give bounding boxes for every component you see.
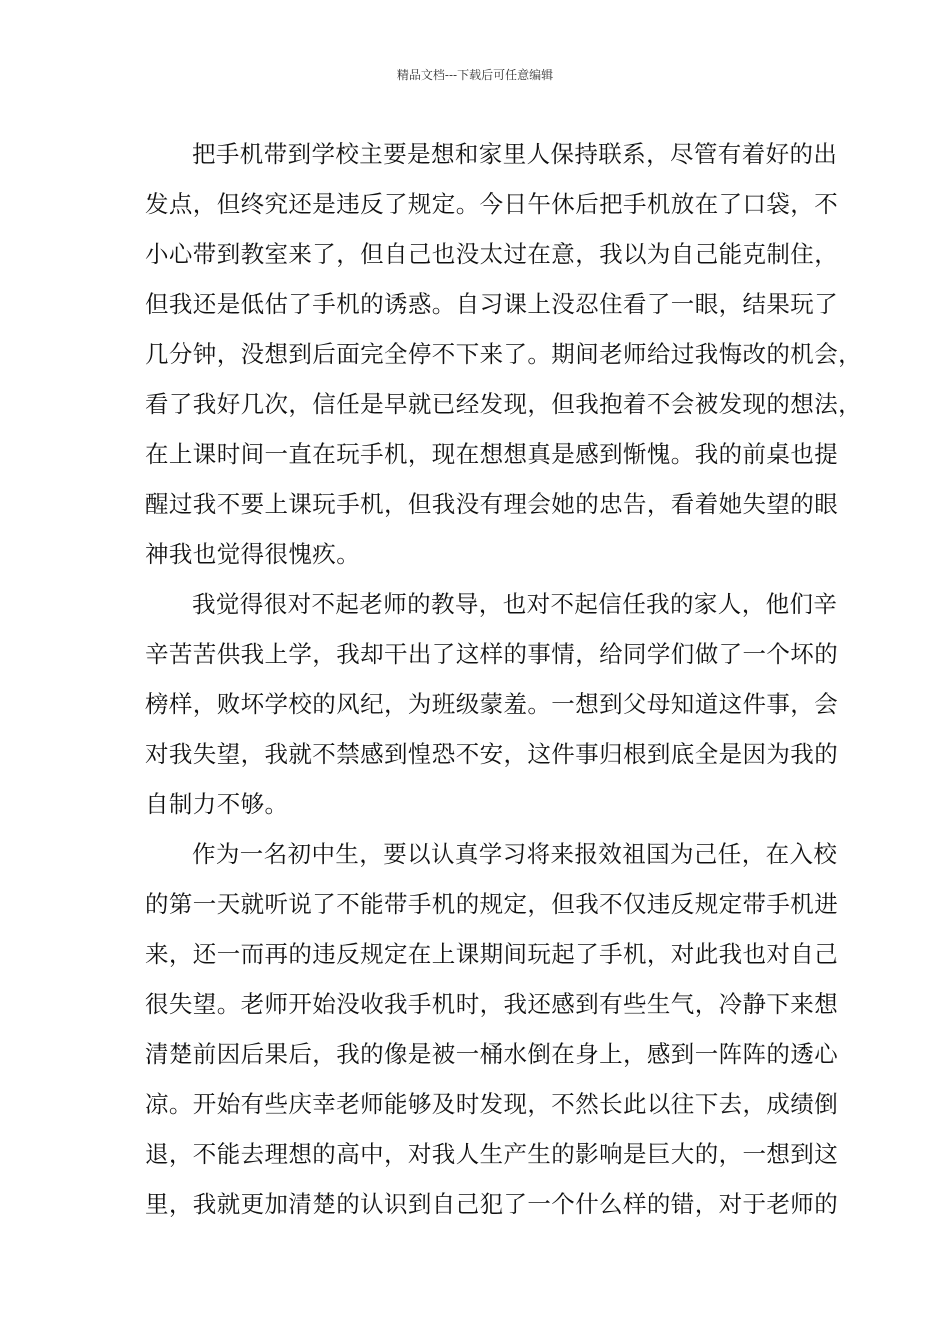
- paragraph-1-line-3: 小心带到教室来了，但自己也没太过在意，我以为自己能克制住，: [145, 240, 839, 268]
- page-header: 精品文档---下载后可任意编辑: [396, 68, 554, 82]
- paragraph-1-line-7: 在上课时间一直在玩手机，现在想想真是感到惭愧。我的前桌也提: [145, 440, 839, 468]
- paragraph-3-line-3: 来，还一而再的违反规定在上课期间玩起了手机，对此我也对自己: [145, 940, 839, 968]
- paragraph-1-line-6: 看了我好几次，信任是早就已经发现，但我抱着不会被发现的想法，: [145, 390, 862, 418]
- paragraph-2-line-4: 对我失望，我就不禁感到惶恐不安，这件事归根到底全是因为我的: [145, 740, 839, 768]
- paragraph-3-line-5: 清楚前因后果后，我的像是被一桶水倒在身上，感到一阵阵的透心: [145, 1040, 839, 1068]
- paragraph-3-line-2: 的第一天就听说了不能带手机的规定，但我不仅违反规定带手机进: [145, 890, 839, 918]
- paragraph-1-line-5: 几分钟，没想到后面完全停不下来了。期间老师给过我悔改的机会，: [145, 340, 862, 368]
- paragraph-2-line-2: 辛苦苦供我上学，我却干出了这样的事情，给同学们做了一个坏的: [145, 640, 839, 668]
- paragraph-2-line-3: 榜样，败坏学校的风纪，为班级蒙羞。一想到父母知道这件事，会: [145, 690, 839, 718]
- paragraph-1-line-8: 醒过我不要上课玩手机，但我没有理会她的忠告，看着她失望的眼: [145, 490, 839, 518]
- paragraph-3-line-1: 作为一名初中生，要以认真学习将来报效祖国为己任，在入校: [192, 840, 838, 868]
- paragraph-3-line-8: 里，我就更加清楚的认识到自己犯了一个什么样的错，对于老师的: [145, 1190, 839, 1218]
- paragraph-3-line-7: 退，不能去理想的高中，对我人生产生的影响是巨大的，一想到这: [145, 1140, 839, 1168]
- paragraph-2-line-1: 我觉得很对不起老师的教导，也对不起信任我的家人，他们辛: [192, 590, 838, 618]
- paragraph-1-line-4: 但我还是低估了手机的诱惑。自习课上没忍住看了一眼，结果玩了: [145, 290, 839, 318]
- paragraph-3-line-6: 凉。开始有些庆幸老师能够及时发现，不然长此以往下去，成绩倒: [145, 1090, 839, 1118]
- document-body: [145, 134, 862, 1234]
- paragraph-1-line-9: 神我也觉得很愧疚。: [145, 540, 361, 568]
- paragraph-2-line-5: 自制力不够。: [145, 790, 289, 818]
- paragraph-3-line-4: 很失望。老师开始没收我手机时，我还感到有些生气，冷静下来想: [145, 990, 839, 1018]
- paragraph-1-line-1: 把手机带到学校主要是想和家里人保持联系，尽管有着好的出: [192, 140, 838, 168]
- paragraph-1-line-2: 发点，但终究还是违反了规定。今日午休后把手机放在了口袋，不: [145, 190, 839, 218]
